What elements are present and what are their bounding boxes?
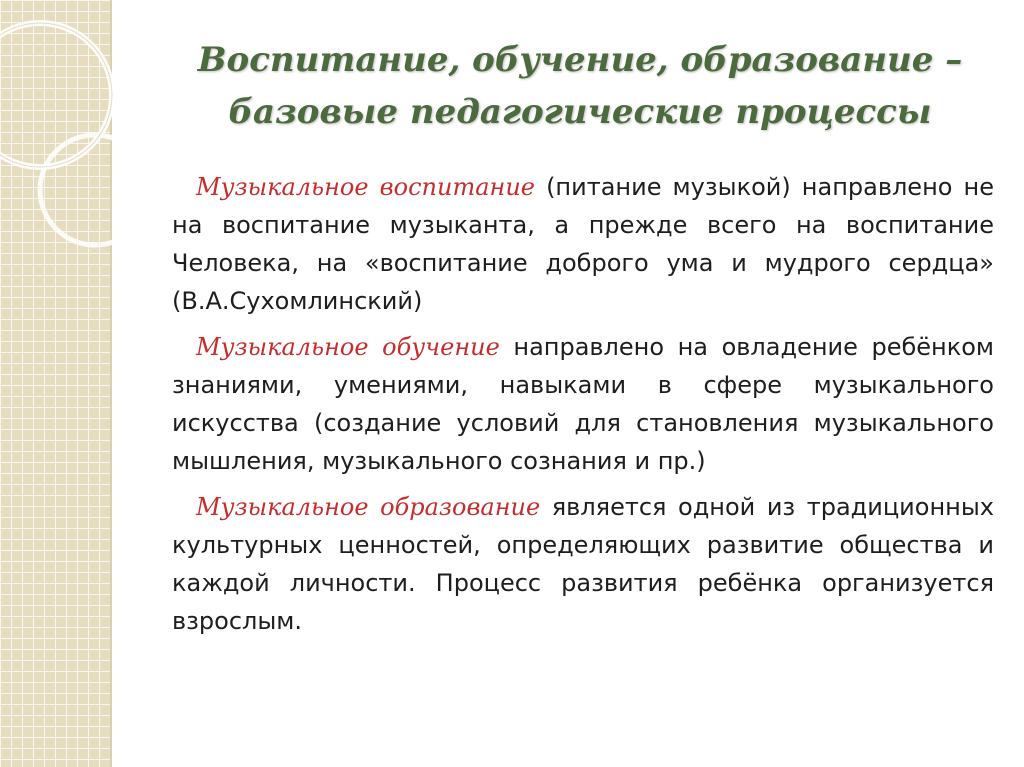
slide-title-line-1: Воспитание, обучение, образование – xyxy=(197,40,963,80)
paragraph-text: направлено на овладение ребёнком знаниями, умениями, навыками в сфере музыкального искусства (создание условий для становления музыкального мышления, музыкального сознания и пр.) xyxy=(172,333,994,475)
term-music-education: Музыкальное образование xyxy=(196,493,541,521)
slide-body xyxy=(172,168,994,648)
paragraph-music-upbringing xyxy=(172,168,994,320)
paragraph-text: является одной из традиционных культурных ценностей, определяющих развитие общества и каждой личности. Процесс развития ребёнка организуется взрослым. xyxy=(172,493,994,635)
slide-title-line-2: базовые педагогические процессы xyxy=(228,92,932,132)
term-music-teaching: Музыкальное обучение xyxy=(196,333,500,361)
paragraph-text: (питание музыкой) направлено не на воспитание музыканта, а прежде всего на воспитание Человека, на «воспитание доброго ума и мудрого сердца» (В.А.Сухомлинский) xyxy=(172,173,994,315)
slide-title xyxy=(150,34,1010,138)
term-music-upbringing: Музыкальное воспитание xyxy=(196,173,535,201)
paragraph-music-education xyxy=(172,488,994,640)
decorative-rings-icon xyxy=(0,0,140,260)
paragraph-music-teaching xyxy=(172,328,994,480)
